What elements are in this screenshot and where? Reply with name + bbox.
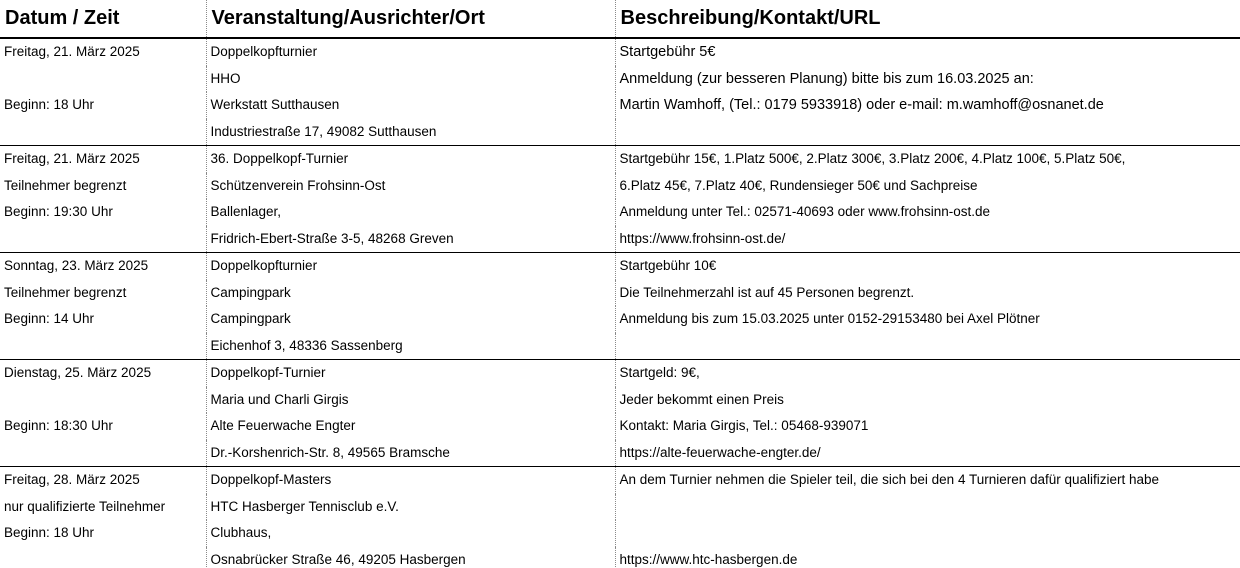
- table-row: [0, 494, 1240, 521]
- description-cell: [615, 387, 1240, 414]
- description-cell: [615, 520, 1240, 547]
- cell-text: Doppelkopf-Turnier: [210, 365, 326, 381]
- table-row: [0, 173, 1240, 200]
- cell-text: Teilnehmer begrenzt: [4, 284, 127, 300]
- cell-text: Startgeld: 9€,: [619, 365, 700, 381]
- header-description-contact-url: Beschreibung/Kontakt/URL: [615, 0, 1240, 38]
- table-row: [0, 547, 1240, 568]
- description-cell: [615, 440, 1240, 467]
- description-cell: [615, 413, 1240, 440]
- cell-text: Beginn: 18:30 Uhr: [4, 418, 113, 434]
- cell-text: Clubhaus,: [210, 525, 272, 541]
- event-location-cell: [206, 199, 615, 226]
- event-location-cell: [206, 387, 615, 414]
- cell-text: nur qualifizierte Teilnehmer: [4, 498, 166, 514]
- cell-text: https://alte-feuerwache-engter.de/: [619, 444, 821, 460]
- cell-text: Freitag, 28. März 2025: [4, 472, 140, 488]
- cell-text: Industriestraße 17, 49082 Sutthausen: [210, 123, 437, 139]
- cell-text: https://www.htc-hasbergen.de: [619, 551, 798, 567]
- cell-text: 36. Doppelkopf-Turnier: [210, 151, 349, 167]
- cell-text: https://www.frohsinn-ost.de/: [619, 230, 786, 246]
- cell-text: Startgebühr 15€, 1.Platz 500€, 2.Platz 300€, 3.Platz 200€, 4.Platz 100€, 5.Platz 50€,: [619, 151, 1126, 167]
- event-location-cell: [206, 253, 615, 280]
- table-row: [0, 413, 1240, 440]
- cell-text: Teilnehmer begrenzt: [4, 177, 127, 193]
- date-time-cell: [0, 333, 206, 360]
- table-row: [0, 199, 1240, 226]
- table-row: [0, 520, 1240, 547]
- cell-text: Jeder bekommt einen Preis: [619, 391, 784, 407]
- table-row: [0, 387, 1240, 414]
- cell-text: Freitag, 21. März 2025: [4, 151, 140, 167]
- cell-text: HHO: [210, 70, 241, 86]
- cell-text: Beginn: 18 Uhr: [4, 525, 95, 541]
- description-cell: [615, 199, 1240, 226]
- cell-text: Maria und Charli Girgis: [210, 391, 349, 407]
- event-location-cell: [206, 38, 615, 66]
- event-location-cell: [206, 467, 615, 494]
- event-location-cell: [206, 92, 615, 119]
- cell-text: Beginn: 19:30 Uhr: [4, 204, 113, 220]
- event-location-cell: [206, 173, 615, 200]
- event-location-cell: [206, 306, 615, 333]
- table-row: [0, 440, 1240, 467]
- cell-text: Campingpark: [210, 284, 291, 300]
- cell-text: Ballenlager,: [210, 204, 282, 220]
- event-location-cell: [206, 66, 615, 93]
- table-row: [0, 226, 1240, 253]
- event-location-cell: [206, 440, 615, 467]
- cell-text: Alte Feuerwache Engter: [210, 418, 356, 434]
- date-time-cell: [0, 199, 206, 226]
- date-time-cell: [0, 119, 206, 146]
- cell-text: Anmeldung (zur besseren Planung) bitte bis zum 16.03.2025 an:: [619, 70, 1034, 87]
- date-time-cell: [0, 520, 206, 547]
- date-time-cell: [0, 467, 206, 494]
- description-cell: [615, 226, 1240, 253]
- event-location-cell: [206, 413, 615, 440]
- description-cell: [615, 92, 1240, 119]
- cell-text: Kontakt: Maria Girgis, Tel.: 05468-939071: [619, 418, 869, 434]
- description-cell: [615, 253, 1240, 280]
- cell-text: Dr.-Korshenrich-Str. 8, 49565 Bramsche: [210, 444, 450, 460]
- date-time-cell: [0, 146, 206, 173]
- cell-text: Doppelkopf-Masters: [210, 472, 332, 488]
- event-location-cell: [206, 226, 615, 253]
- date-time-cell: [0, 173, 206, 200]
- cell-text: Beginn: 18 Uhr: [4, 97, 95, 113]
- date-time-cell: [0, 280, 206, 307]
- cell-text: Campingpark: [210, 311, 291, 327]
- date-time-cell: [0, 226, 206, 253]
- table-row: [0, 253, 1240, 280]
- cell-text: Dienstag, 25. März 2025: [4, 365, 152, 381]
- table-row: [0, 66, 1240, 93]
- cell-text: Freitag, 21. März 2025: [4, 44, 140, 60]
- cell-text: Anmeldung unter Tel.: 02571-40693 oder www.frohsinn-ost.de: [619, 204, 990, 220]
- event-location-cell: [206, 119, 615, 146]
- cell-text: An dem Turnier nehmen die Spieler teil, die sich bei den 4 Turnieren dafür qualifiziert habe: [619, 472, 1160, 488]
- event-location-cell: [206, 547, 615, 568]
- description-cell: [615, 66, 1240, 93]
- date-time-cell: [0, 547, 206, 568]
- table-row: [0, 306, 1240, 333]
- description-cell: [615, 360, 1240, 387]
- event-table-body: [0, 38, 1240, 568]
- table-row: [0, 146, 1240, 173]
- date-time-cell: [0, 360, 206, 387]
- date-time-cell: [0, 306, 206, 333]
- cell-text: Werkstatt Sutthausen: [210, 97, 340, 113]
- cell-text: Beginn: 14 Uhr: [4, 311, 95, 327]
- cell-text: Startgebühr 5€: [619, 44, 716, 61]
- cell-text: Schützenverein Frohsinn-Ost: [210, 177, 386, 193]
- event-location-cell: [206, 280, 615, 307]
- description-cell: [615, 146, 1240, 173]
- description-cell: [615, 333, 1240, 360]
- cell-text: Fridrich-Ebert-Straße 3-5, 48268 Greven: [210, 230, 454, 246]
- table-row: [0, 467, 1240, 494]
- cell-text: HTC Hasberger Tennisclub e.V.: [210, 498, 399, 514]
- cell-text: Anmeldung bis zum 15.03.2025 unter 0152-29153480 bei Axel Plötner: [619, 311, 1040, 327]
- cell-text: Eichenhof 3, 48336 Sassenberg: [210, 337, 403, 353]
- table-row: [0, 280, 1240, 307]
- cell-text: Die Teilnehmerzahl ist auf 45 Personen begrenzt.: [619, 284, 915, 300]
- date-time-cell: [0, 440, 206, 467]
- date-time-cell: [0, 387, 206, 414]
- cell-text: Sonntag, 23. März 2025: [4, 258, 149, 274]
- description-cell: [615, 547, 1240, 568]
- event-location-cell: [206, 360, 615, 387]
- table-row: [0, 92, 1240, 119]
- date-time-cell: [0, 38, 206, 66]
- header-date-time: Datum / Zeit: [0, 0, 206, 38]
- date-time-cell: [0, 494, 206, 521]
- table-row: [0, 360, 1240, 387]
- description-cell: [615, 119, 1240, 146]
- date-time-cell: [0, 413, 206, 440]
- cell-text: Doppelkopfturnier: [210, 258, 318, 274]
- date-time-cell: [0, 92, 206, 119]
- description-cell: [615, 306, 1240, 333]
- description-cell: [615, 173, 1240, 200]
- table-row: [0, 119, 1240, 146]
- cell-text: 6.Platz 45€, 7.Platz 40€, Rundensieger 50€ und Sachpreise: [619, 177, 978, 193]
- date-time-cell: [0, 66, 206, 93]
- cell-text: Doppelkopfturnier: [210, 44, 318, 60]
- header-row: [0, 0, 1240, 38]
- event-location-cell: [206, 494, 615, 521]
- description-cell: [615, 38, 1240, 66]
- description-cell: [615, 494, 1240, 521]
- event-location-cell: [206, 520, 615, 547]
- event-location-cell: [206, 333, 615, 360]
- cell-text: Martin Wamhoff, (Tel.: 0179 5933918) oder e-mail: m.wamhoff@osnanet.de: [619, 97, 1104, 114]
- description-cell: [615, 280, 1240, 307]
- table-row: [0, 333, 1240, 360]
- table-row: [0, 38, 1240, 66]
- date-time-cell: [0, 253, 206, 280]
- event-location-cell: [206, 146, 615, 173]
- description-cell: [615, 467, 1240, 494]
- cell-text: Osnabrücker Straße 46, 49205 Hasbergen: [210, 551, 466, 567]
- header-event-organizer-location: Veranstaltung/Ausrichter/Ort: [206, 0, 615, 38]
- cell-text: Startgebühr 10€: [619, 258, 717, 274]
